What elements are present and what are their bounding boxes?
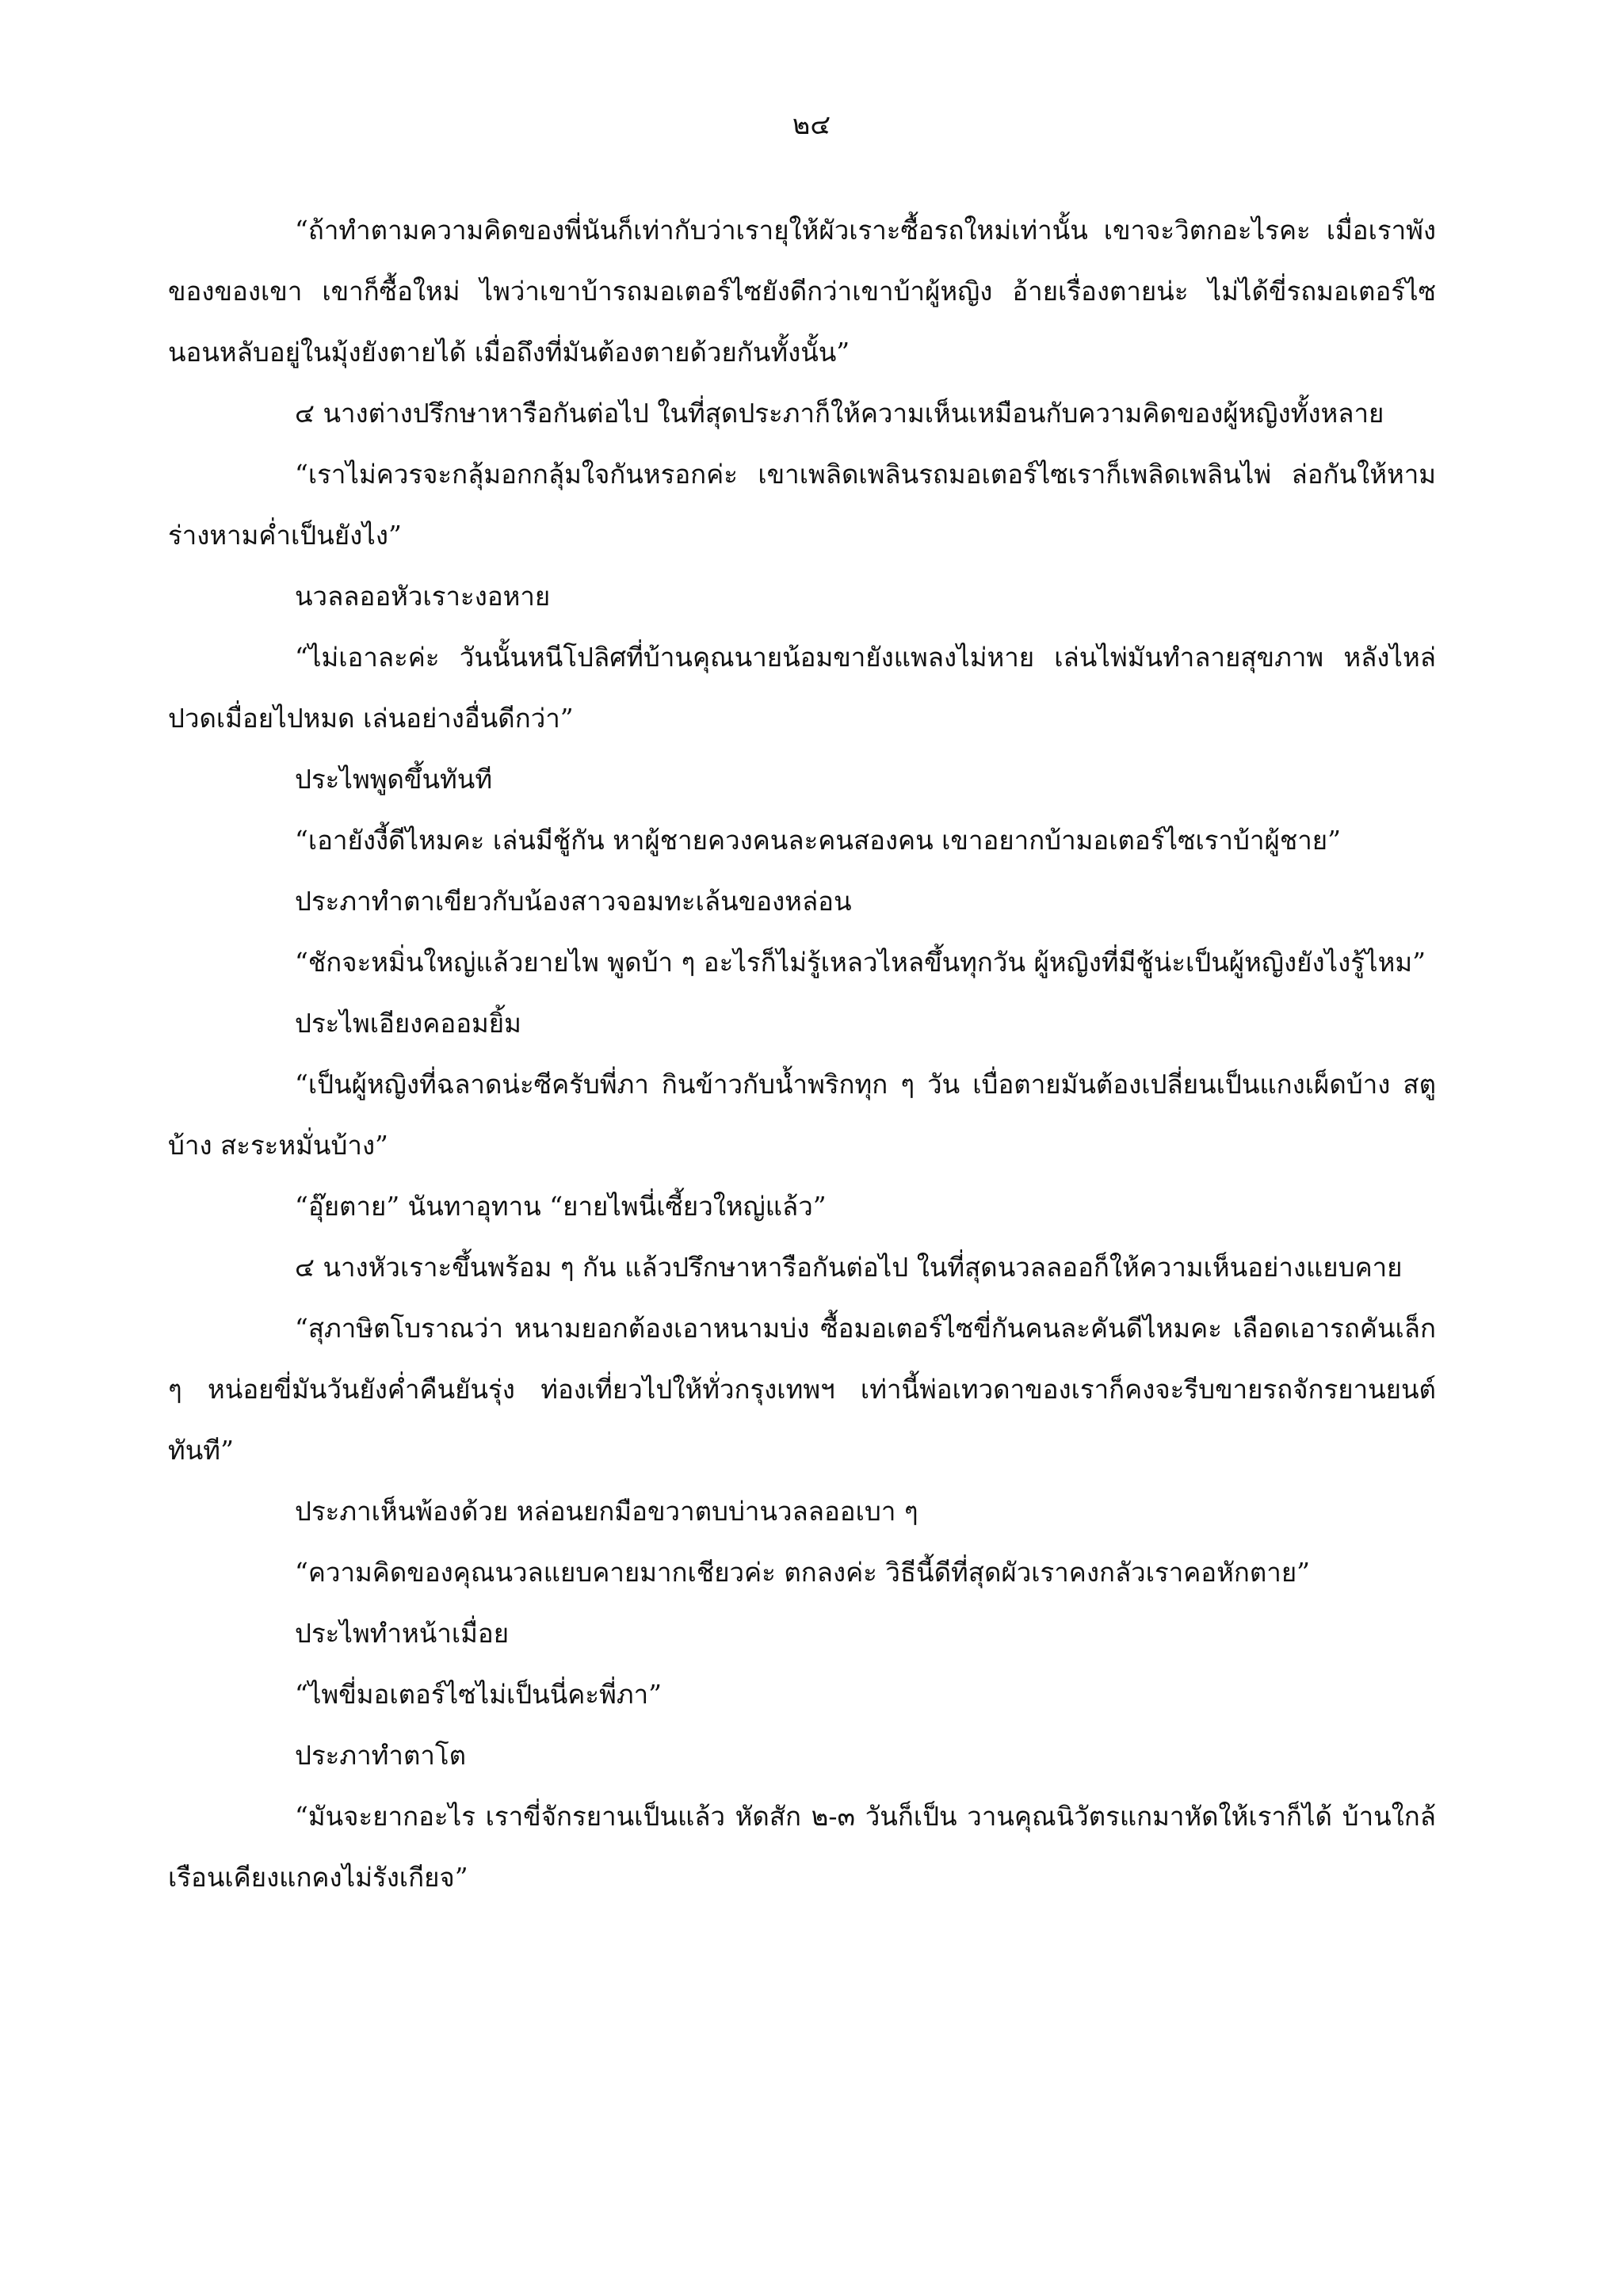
paragraph: “ถ้าทำตามความคิดของพี่นันก็เท่ากับว่าเรายุให้ผัวเราะซื้อรถใหม่เท่านั้น เขาจะวิตกอะไรคะ เมื่อเราพังของของเขา เขาก็ซื้อใหม่ ไพว่าเขาบ้ารถมอเตอร์ไซยังดีกว่าเขาบ้าผู้หญิง อ้ายเรื่องตายน่ะ ไม่ได้ขี่รถมอเตอร์ไซนอนหลับอยู่ในมุ้งยังตายได้ เมื่อถึงที่มันต้องตายด้วยกันทั้งนั้น” bbox=[168, 215, 1436, 368]
paragraph: “อุ๊ยตาย” นันทาอุทาน “ยายไพนี่เซี้ยวใหญ่แล้ว” bbox=[295, 1191, 827, 1222]
paragraph: “ชักจะหมิ่นใหญ่แล้วยายไพ พูดบ้า ๆ อะไรก็ไม่รู้เหลวไหลขึ้นทุกวัน ผู้หญิงที่มีชู้น่ะเป็นผู้หญิงยังไงรู้ไหม” bbox=[295, 947, 1426, 978]
paragraph: “เป็นผู้หญิงที่ฉลาดน่ะซีครับพี่ภา กินข้าวกับน้ำพริกทุก ๆ วัน เบื่อตายมันต้องเปลี่ยนเป็นแกงเผ็ดบ้าง สตูบ้าง สะระหมั่นบ้าง” bbox=[168, 1069, 1436, 1161]
paragraph: ประไพทำหน้าเมื่อย bbox=[295, 1618, 510, 1649]
paragraph: “ไม่เอาละค่ะ วันนั้นหนีโปลิศที่บ้านคุณนายน้อมขายังแพลงไม่หาย เล่นไพ่มันทำลายสุขภาพ หลังไหล่ปวดเมื่อยไปหมด เล่นอย่างอื่นดีกว่า” bbox=[168, 642, 1436, 734]
paragraph: “สุภาษิตโบราณว่า หนามยอกต้องเอาหนามบ่ง ซื้อมอเตอร์ไซขี่กันคนละคันดีไหมคะ เลือดเอารถคันเล็ก ๆ หน่อยขี่มันวันยังค่ำคืนยันรุ่ง ท่องเที่ยวไปให้ทั่วกรุงเทพฯ เท่านี้พ่อเทวดาของเราก็คงจะรีบขายรถจักรยานยนต์ทันที” bbox=[168, 1313, 1436, 1466]
paragraph: “ไพขี่มอเตอร์ไซไม่เป็นนี่คะพี่ภา” bbox=[295, 1679, 662, 1710]
paragraph: ๔ นางหัวเราะขึ้นพร้อม ๆ กัน แล้วปรึกษาหารือกันต่อไป ในที่สุดนวลลออก็ให้ความเห็นอย่างแยบคาย bbox=[295, 1252, 1403, 1283]
paragraph: “ความคิดของคุณนวลแยบคายมากเชียวค่ะ ตกลงค่ะ วิธีนี้ดีที่สุดผัวเราคงกลัวเราคอหักตาย” bbox=[295, 1557, 1311, 1588]
paragraph: นวลลออหัวเราะงอหาย bbox=[295, 581, 551, 612]
body-text bbox=[168, 200, 1436, 1908]
paragraph: “เราไม่ควรจะกลุ้มอกกลุ้มใจกันหรอกค่ะ เขาเพลิดเพลินรถมอเตอร์ไซเราก็เพลิดเพลินไพ่ ล่อกันให้หามร่างหามค่ำเป็นยังไง” bbox=[168, 459, 1436, 551]
paragraph: ประภาทำตาเขียวกับน้องสาวจอมทะเล้นของหล่อน bbox=[295, 886, 852, 917]
paragraph: ประภาทำตาโต bbox=[295, 1740, 467, 1771]
paragraph: ประไพพูดขึ้นทันที bbox=[295, 764, 493, 795]
paragraph: ประไพเอียงคออมยิ้ม bbox=[295, 1008, 521, 1039]
paragraph: “เอายังงี้ดีไหมคะ เล่นมีชู้กัน หาผู้ชายควงคนละคนสองคน เขาอยากบ้ามอเตอร์ไซเราบ้าผู้ชาย” bbox=[295, 825, 1341, 856]
paragraph: ประภาเห็นพ้องด้วย หล่อนยกมือขวาตบบ่านวลลออเบา ๆ bbox=[295, 1496, 918, 1527]
page-number: ๒๔ bbox=[792, 109, 831, 141]
paragraph: “มันจะยากอะไร เราขี่จักรยานเป็นแล้ว หัดสัก ๒-๓ วันก็เป็น วานคุณนิวัตรแกมาหัดให้เราก็ได้ บ้านใกล้เรือนเคียงแกคงไม่รังเกียจ” bbox=[168, 1801, 1436, 1893]
paragraph: ๔ นางต่างปรึกษาหารือกันต่อไป ในที่สุดประภาก็ให้ความเห็นเหมือนกับความคิดของผู้หญิงทั้งหลาย bbox=[295, 398, 1384, 429]
